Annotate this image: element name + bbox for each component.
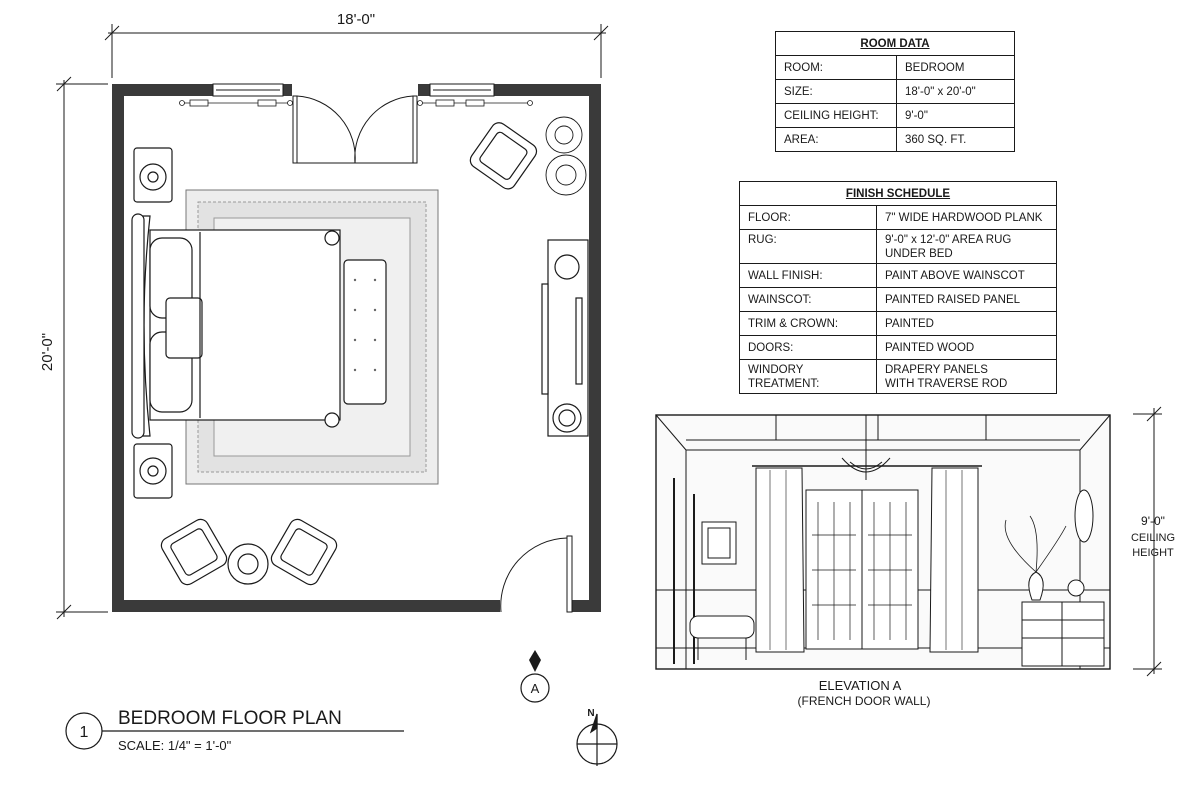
nightstand-bottom <box>134 444 172 498</box>
doors-label: DOORS: <box>740 336 877 360</box>
floor-label: FLOOR: <box>740 206 877 230</box>
ceiling-height-label: CEILING HEIGHT: <box>776 104 897 128</box>
table-row <box>740 206 1057 230</box>
height-dimension-label: 20'-0" <box>39 332 56 372</box>
elevation-marker-label: A <box>530 681 540 696</box>
area-value: 360 SQ. FT. <box>897 128 1015 152</box>
size-value: 18'-0" x 20'-0" <box>897 80 1015 104</box>
drapery-rods <box>180 100 533 106</box>
finish-schedule-title: FINISH SCHEDULE <box>740 182 1057 206</box>
wainscot-label: WAINSCOT: <box>740 288 877 312</box>
table-row <box>740 288 1057 312</box>
armchair-left <box>158 516 229 587</box>
area-label: AREA: <box>776 128 897 152</box>
trim-crown-label: TRIM & CROWN: <box>740 312 877 336</box>
side-table <box>228 544 268 584</box>
table-row <box>776 80 1015 104</box>
window-treatment-line2: WITH TRAVERSE ROD <box>885 377 1008 390</box>
elevation-drawing <box>656 415 1110 669</box>
drawing-scale: SCALE: 1/4" = 1'-0" <box>118 738 232 753</box>
rug-value-line1: 9'-0" x 12'-0" AREA RUG <box>885 233 1012 246</box>
wall-finish-label: WALL FINISH: <box>740 264 877 288</box>
table-row <box>740 312 1057 336</box>
french-doors <box>293 96 417 163</box>
nightstand-top <box>134 148 172 202</box>
table-row <box>740 264 1057 288</box>
drawing-number: 1 <box>79 724 89 741</box>
armchair-right <box>268 516 339 587</box>
drawing-title: BEDROOM FLOOR PLAN <box>118 708 342 729</box>
armchair-top <box>467 120 539 192</box>
wainscot-value: PAINTED RAISED PANEL <box>877 288 1057 312</box>
room-label: ROOM: <box>776 56 897 80</box>
elevation-subtitle: (FRENCH DOOR WALL) <box>797 694 931 708</box>
table-row <box>740 336 1057 360</box>
width-dimension-label: 18'-0" <box>336 11 376 28</box>
table-row <box>776 128 1015 152</box>
wall-finish-value: PAINT ABOVE WAINSCOT <box>877 264 1057 288</box>
size-label: SIZE: <box>776 80 897 104</box>
plants <box>546 117 586 195</box>
bench <box>344 260 386 404</box>
floor-value: 7" WIDE HARDWOOD PLANK <box>877 206 1057 230</box>
window-treatment-line1: DRAPERY PANELS <box>885 363 988 376</box>
ceiling-height-value: 9'-0" <box>897 104 1015 128</box>
bed <box>132 214 340 438</box>
room-data-table <box>775 31 1015 152</box>
table-row <box>776 56 1015 80</box>
window-treatment-label: WINDORY TREATMENT: <box>740 360 877 394</box>
rug-value-line2: UNDER BED <box>885 247 953 260</box>
room-data-title: ROOM DATA <box>776 32 1015 56</box>
width-dimension <box>105 24 608 78</box>
north-arrow <box>577 714 617 766</box>
ceiling-label-2: HEIGHT <box>1132 547 1174 559</box>
finish-schedule-table <box>739 181 1057 394</box>
ceiling-label-1: CEILING <box>1130 532 1176 544</box>
rug-value <box>877 230 1057 264</box>
dresser <box>542 240 588 436</box>
trim-crown-value: PAINTED <box>877 312 1057 336</box>
elevation-height-label: 9'-0" <box>1141 514 1165 528</box>
table-row <box>740 360 1057 394</box>
doors-value: PAINTED WOOD <box>877 336 1057 360</box>
elevation-title: ELEVATION A <box>818 678 902 693</box>
north-arrow-label: N <box>587 708 595 719</box>
height-dimension <box>56 77 108 619</box>
room-value: BEDROOM <box>897 56 1015 80</box>
table-row <box>776 104 1015 128</box>
table-row <box>740 230 1057 264</box>
window-treatment-value <box>877 360 1057 394</box>
rug-label: RUG: <box>740 230 877 264</box>
